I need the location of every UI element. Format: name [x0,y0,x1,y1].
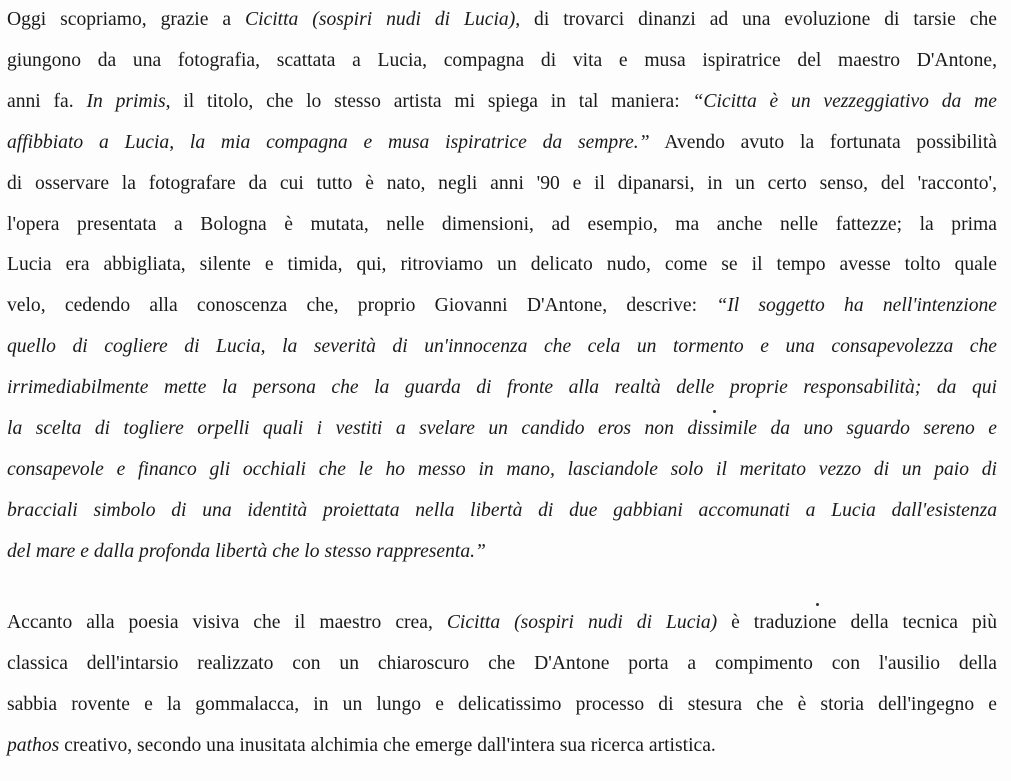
text-run: creativo, secondo una inusitata alchimia che emerge dall'intera sua ricerca artistica. [59,734,716,756]
text-line [7,168,997,200]
italic-text-run: affibbiato a Lucia, la mia compagna e musa ispiratrice da sempre.” [7,131,650,153]
text-run: di osservare la fotografare da cui tutto è nato, negli anni '90 e il dipanarsi, in un certo senso, del 'racconto', [7,172,997,194]
text-run: Accanto alla poesia visiva che il maestro crea, [7,612,447,633]
text-run: è traduzione della tecnica più [717,612,997,633]
text-line [7,209,997,241]
text-line [7,648,997,680]
text-line [7,495,997,527]
text-run: classica dell'intarsio realizzato con un chiaroscuro che D'Antone porta a compimento con l'ausilio della [7,652,997,674]
text-line [7,607,997,639]
text-run: anni fa. [7,90,87,112]
italic-text-run: Cicitta (sospiri nudi di Lucia) [446,612,718,633]
text-line [7,689,997,721]
text-run: , il titolo, che lo stesso artista mi spiega in tal maniera: [165,90,693,112]
text-run: , di trovarci dinanzi ad una evoluzione di tarsie che [515,9,997,30]
scan-speck [713,410,716,413]
text-run: velo, cedendo alla conoscenza che, proprio Giovanni D'Antone, descrive: [7,295,717,317]
italic-text-run: Cicitta (sospiri nudi di Lucia) [245,9,516,30]
text-line [7,290,997,322]
text-run: Lucia era abbigliata, silente e timida, qui, ritroviamo un delicato nudo, come se il tempo avesse tolto quale [7,254,997,276]
text-run: sabbia rovente e la gommalacca, in un lungo e delicatissimo processo di stesura che è storia dell'ingegno e [7,693,997,715]
italic-text-run: “Il soggetto ha nell'intenzione [716,295,997,317]
italic-text-run: bracciali simbolo di una identità proiettata nella libertà di due gabbiani accomunati a Lucia dall'esistenza [7,499,997,521]
italic-text-run: irrimediabilmente mette la persona che la guarda di fronte alla realtà delle proprie responsabilità; da qui [7,377,997,399]
text-line [7,536,997,568]
italic-text-run: pathos [7,734,60,756]
text-line [7,372,997,404]
text-run: Avendo avuto la fortunata possibilità [649,131,997,153]
text-line [7,730,997,762]
italic-text-run: consapevole e financo gli occhiali che le ho messo in mano, lasciandole solo il meritato vezzo di un paio di [7,458,997,480]
text-run: l'opera presentata a Bologna è mutata, nelle dimensioni, ad esempio, ma anche nelle fattezze; la prima [7,213,997,235]
text-run: giungono da una fotografia, scattata a Lucia, compagna di vita e musa ispiratrice del maestro D'Antone, [7,49,997,71]
text-line [7,4,997,36]
scan-speck [816,603,819,606]
text-line [7,127,997,159]
text-line [7,249,997,281]
italic-text-run: la scelta di togliere orpelli quali i vestiti a svelare un candido eros non dissimile da uno sguardo sereno e [7,418,997,439]
text-line [7,331,997,363]
text-line [7,413,997,445]
italic-text-run: quello di cogliere di Lucia, la severità di un'innocenza che cela un tormento e una consapevolezza che [7,336,997,358]
italic-text-run: del mare e dalla profonda libertà che lo stesso rappresenta.” [7,540,486,562]
italic-text-run: In primis [86,90,166,112]
text-line [7,45,997,77]
italic-text-run: “Cicitta è un vezzeggiativo da me [692,90,998,112]
text-run: Oggi scopriamo, grazie a [7,9,246,30]
text-line [7,86,997,118]
text-line [7,454,997,486]
